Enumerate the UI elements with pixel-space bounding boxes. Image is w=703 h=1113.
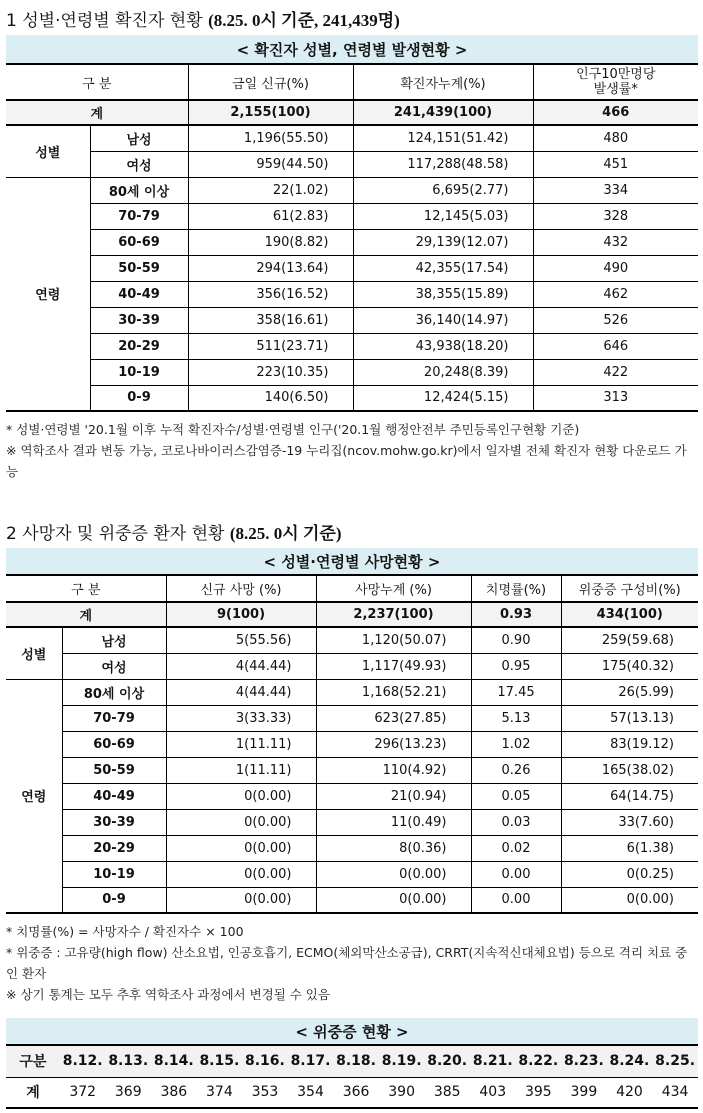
severe-value: 390 — [388, 1084, 415, 1101]
cell-cumulative: 2,237(100) — [316, 602, 471, 627]
cell-cumulative: 36,140(14.97) — [353, 307, 533, 333]
cell-rate: 490 — [533, 255, 698, 281]
severe-values-row — [6, 1077, 698, 1108]
severe-value: 420 — [616, 1084, 643, 1101]
section2-notes — [6, 921, 698, 1005]
table-row — [6, 835, 698, 861]
row-label: 60-69 — [62, 731, 166, 757]
date-header: 8.25. — [655, 1053, 696, 1070]
date-header: 8.14. — [153, 1053, 194, 1070]
cell-severe: 0(0.25) — [561, 861, 698, 887]
row-label: 40-49 — [62, 783, 166, 809]
date-header: 8.12. — [62, 1053, 103, 1070]
row-label: 0-9 — [62, 887, 166, 913]
cell-cumulative: 1,120(50.07) — [316, 627, 471, 653]
cell-rate: 646 — [533, 333, 698, 359]
row-label: 남성 — [62, 627, 166, 653]
cell-severe: 165(38.02) — [561, 757, 698, 783]
footnote: * 치명률(%) = 사망자수 / 확진자수 × 100 — [6, 924, 244, 939]
row-label: 30-39 — [62, 809, 166, 835]
cell-severe: 33(7.60) — [561, 809, 698, 835]
date-header: 8.15. — [199, 1053, 240, 1070]
cell-cumulative: 0(0.00) — [316, 887, 471, 913]
cell-fatality: 0.95 — [471, 653, 561, 679]
cell-new: 0(0.00) — [166, 809, 316, 835]
table-row — [6, 151, 698, 177]
table-row — [6, 679, 698, 705]
table-row — [6, 861, 698, 887]
cell-new: 0(0.00) — [166, 887, 316, 913]
severe-value: 399 — [570, 1084, 598, 1101]
cell-new: 0(0.00) — [166, 835, 316, 861]
row-label: 계 — [6, 602, 166, 627]
date-header: 8.16. — [245, 1053, 285, 1070]
header-cumulative: 확진자누계(%) — [353, 64, 533, 100]
table-row — [6, 809, 698, 835]
date-header: 8.21. — [472, 1053, 513, 1070]
cell-new: 190(8.82) — [188, 229, 353, 255]
footnote: * 성별·연령별 '20.1월 이후 누적 확진자수/성별·연령별 인구('20.1월 행정안전부 주민등록인구현황 기준) — [6, 422, 580, 437]
cell-cumulative: 623(27.85) — [316, 705, 471, 731]
cell-new: 959(44.50) — [188, 151, 353, 177]
cell-fatality: 0.00 — [471, 887, 561, 913]
severe-value: 395 — [524, 1084, 552, 1101]
table-row — [6, 125, 698, 151]
cell-new: 294(13.64) — [188, 255, 353, 281]
cell-cumulative: 296(13.23) — [316, 731, 471, 757]
header-rate-line2: 발생률* — [593, 82, 638, 97]
severe-value: 372 — [69, 1084, 97, 1101]
cell-cumulative: 6,695(2.77) — [353, 177, 533, 203]
date-header: 8.23. — [563, 1053, 604, 1070]
cell-fatality: 0.26 — [471, 757, 561, 783]
row-label: 계 — [26, 1085, 40, 1102]
date-header: 8.22. — [518, 1053, 559, 1070]
table-row — [6, 203, 698, 229]
footnote: ※ 상기 통계는 모두 추후 역학조사 과정에서 변경될 수 있음 — [6, 987, 330, 1002]
cell-new: 1,196(55.50) — [188, 125, 353, 151]
deaths-table — [6, 548, 698, 914]
row-label: 10-19 — [90, 359, 188, 385]
date-header: 8.18. — [336, 1053, 376, 1070]
table-row — [6, 229, 698, 255]
table-row — [6, 333, 698, 359]
severe-value: 366 — [342, 1084, 370, 1101]
cell-new: 61(2.83) — [188, 203, 353, 229]
row-label: 50-59 — [90, 255, 188, 281]
cell-rate: 422 — [533, 359, 698, 385]
cell-fatality: 17.45 — [471, 679, 561, 705]
row-label: 남성 — [90, 125, 188, 151]
footnote: * 위중증 : 고유량(high flow) 산소요법, 인공호흡기, ECMO(체외막산소공급), CRRT(지속적신대체요법) 등으로 격리 치료 중인 환자 — [6, 945, 688, 981]
cell-rate: 462 — [533, 281, 698, 307]
cell-severe: 175(40.32) — [561, 653, 698, 679]
header-new: 금일 신규(%) — [188, 64, 353, 100]
cell-cumulative: 1,168(52.21) — [316, 679, 471, 705]
section2-title: 2 사망자 및 위중증 환자 현황 — [6, 524, 225, 544]
severe-value: 386 — [160, 1084, 188, 1101]
table-row — [6, 783, 698, 809]
severe-cases-table — [6, 1018, 698, 1109]
header-rate — [533, 64, 698, 100]
cell-new: 3(33.33) — [166, 705, 316, 731]
cell-cumulative: 29,139(12.07) — [353, 229, 533, 255]
cell-severe: 57(13.13) — [561, 705, 698, 731]
table-caption: < 위중증 현황 > — [6, 1018, 698, 1045]
cell-cumulative: 0(0.00) — [316, 861, 471, 887]
group-label-gender: 성별 — [6, 627, 62, 679]
row-label: 50-59 — [62, 757, 166, 783]
severe-value: 403 — [479, 1084, 507, 1101]
table-row — [6, 705, 698, 731]
table-row — [6, 887, 698, 913]
row-label: 20-29 — [90, 333, 188, 359]
cell-rate: 480 — [533, 125, 698, 151]
header-cumulative-deaths: 사망누계 (%) — [316, 575, 471, 602]
cell-severe: 6(1.38) — [561, 835, 698, 861]
cell-fatality: 0.00 — [471, 861, 561, 887]
row-label: 70-79 — [62, 705, 166, 731]
table-row — [6, 281, 698, 307]
cell-cumulative: 117,288(48.58) — [353, 151, 533, 177]
row-label: 여성 — [90, 151, 188, 177]
severe-value: 385 — [433, 1084, 461, 1101]
header-category: 구 분 — [6, 64, 188, 100]
date-header: 8.13. — [108, 1053, 149, 1070]
cell-cumulative: 38,355(15.89) — [353, 281, 533, 307]
row-label: 30-39 — [90, 307, 188, 333]
confirmed-cases-table — [6, 35, 698, 412]
group-label-age: 연령 — [6, 679, 62, 913]
cell-fatality: 0.93 — [471, 602, 561, 627]
row-label: 0-9 — [90, 385, 188, 411]
severe-value: 354 — [297, 1084, 324, 1101]
date-header: 8.19. — [381, 1053, 422, 1070]
cell-cumulative: 12,424(5.15) — [353, 385, 533, 411]
severe-value: 369 — [114, 1084, 142, 1101]
section1-title: 1 성별·연령별 확진자 현황 — [6, 11, 203, 31]
cell-cumulative: 21(0.94) — [316, 783, 471, 809]
cell-rate: 526 — [533, 307, 698, 333]
cell-new: 140(6.50) — [188, 385, 353, 411]
cell-severe: 26(5.99) — [561, 679, 698, 705]
cell-cumulative: 20,248(8.39) — [353, 359, 533, 385]
cell-new: 358(16.61) — [188, 307, 353, 333]
cell-new: 0(0.00) — [166, 783, 316, 809]
cell-severe: 259(59.68) — [561, 627, 698, 653]
cell-cumulative: 11(0.49) — [316, 809, 471, 835]
row-label: 여성 — [62, 653, 166, 679]
date-header: 8.17. — [290, 1053, 331, 1070]
header-category: 구 분 — [6, 575, 166, 602]
cell-new: 22(1.02) — [188, 177, 353, 203]
table-row — [6, 177, 698, 203]
row-label: 계 — [6, 100, 188, 125]
row-label: 40-49 — [90, 281, 188, 307]
cell-new: 0(0.00) — [166, 861, 316, 887]
cell-new: 511(23.71) — [188, 333, 353, 359]
cell-cumulative: 12,145(5.03) — [353, 203, 533, 229]
cell-new: 223(10.35) — [188, 359, 353, 385]
cell-cumulative: 110(4.92) — [316, 757, 471, 783]
cell-cumulative: 8(0.36) — [316, 835, 471, 861]
cell-cumulative: 42,355(17.54) — [353, 255, 533, 281]
severe-value: 353 — [251, 1084, 279, 1101]
section2-heading — [6, 519, 341, 544]
cell-new: 1(11.11) — [166, 731, 316, 757]
cell-cumulative: 241,439(100) — [353, 100, 533, 125]
header-new-deaths: 신규 사망 (%) — [166, 575, 316, 602]
cell-severe: 0(0.00) — [561, 887, 698, 913]
cell-new: 356(16.52) — [188, 281, 353, 307]
cell-fatality: 0.03 — [471, 809, 561, 835]
cell-fatality: 0.90 — [471, 627, 561, 653]
row-label-header: 구분 — [19, 1054, 47, 1071]
cell-new: 2,155(100) — [188, 100, 353, 125]
cell-new: 1(11.11) — [166, 757, 316, 783]
section1-notes — [6, 419, 698, 482]
group-label-gender: 성별 — [6, 125, 90, 177]
cell-cumulative: 43,938(18.20) — [353, 333, 533, 359]
cell-new: 5(55.56) — [166, 627, 316, 653]
row-label: 70-79 — [90, 203, 188, 229]
table-row — [6, 255, 698, 281]
cell-severe: 434(100) — [561, 602, 698, 627]
cell-new: 4(44.44) — [166, 679, 316, 705]
footnote: ※ 역학조사 결과 변동 가능, 코로나바이러스감염증-19 누리집(ncov.mohw.go.kr)에서 일자별 전체 확진자 현황 다운로드 가능 — [6, 443, 687, 479]
section1-heading — [6, 6, 400, 31]
cell-rate: 313 — [533, 385, 698, 411]
table-row — [6, 385, 698, 411]
date-header: 8.24. — [609, 1053, 650, 1070]
table-row — [6, 627, 698, 653]
date-header: 8.20. — [427, 1053, 468, 1070]
cell-new: 9(100) — [166, 602, 316, 627]
table-row — [6, 731, 698, 757]
table-caption: < 성별·연령별 사망현황 > — [6, 548, 698, 575]
table-row — [6, 307, 698, 333]
total-row — [6, 602, 698, 627]
severe-header-row — [6, 1045, 698, 1077]
cell-severe: 83(19.12) — [561, 731, 698, 757]
header-rate-line1: 인구10만명당 — [576, 67, 656, 82]
severe-value: 374 — [206, 1084, 233, 1101]
cell-new: 4(44.44) — [166, 653, 316, 679]
total-row — [6, 100, 698, 125]
cell-severe: 64(14.75) — [561, 783, 698, 809]
cell-rate: 432 — [533, 229, 698, 255]
cell-fatality: 0.02 — [471, 835, 561, 861]
section2-date: (8.25. 0시 기준) — [229, 524, 342, 543]
cell-fatality: 0.05 — [471, 783, 561, 809]
group-label-age: 연령 — [6, 177, 90, 411]
row-label: 10-19 — [62, 861, 166, 887]
header-fatality-rate: 치명률(%) — [471, 575, 561, 602]
cell-fatality: 5.13 — [471, 705, 561, 731]
cell-cumulative: 1,117(49.93) — [316, 653, 471, 679]
header-severe-ratio: 위중증 구성비(%) — [561, 575, 698, 602]
table-row — [6, 757, 698, 783]
severe-value: 434 — [661, 1084, 689, 1101]
row-label: 60-69 — [90, 229, 188, 255]
row-label: 80세 이상 — [62, 679, 166, 705]
row-label: 80세 이상 — [90, 177, 188, 203]
cell-fatality: 1.02 — [471, 731, 561, 757]
cell-rate: 334 — [533, 177, 698, 203]
section1-date: (8.25. 0시 기준, 241,439명) — [208, 11, 400, 30]
table-row — [6, 359, 698, 385]
table-row — [6, 653, 698, 679]
table-caption: < 확진자 성별, 연령별 발생현황 > — [6, 35, 698, 64]
cell-rate: 466 — [533, 100, 698, 125]
cell-rate: 451 — [533, 151, 698, 177]
row-label: 20-29 — [62, 835, 166, 861]
cell-cumulative: 124,151(51.42) — [353, 125, 533, 151]
cell-rate: 328 — [533, 203, 698, 229]
